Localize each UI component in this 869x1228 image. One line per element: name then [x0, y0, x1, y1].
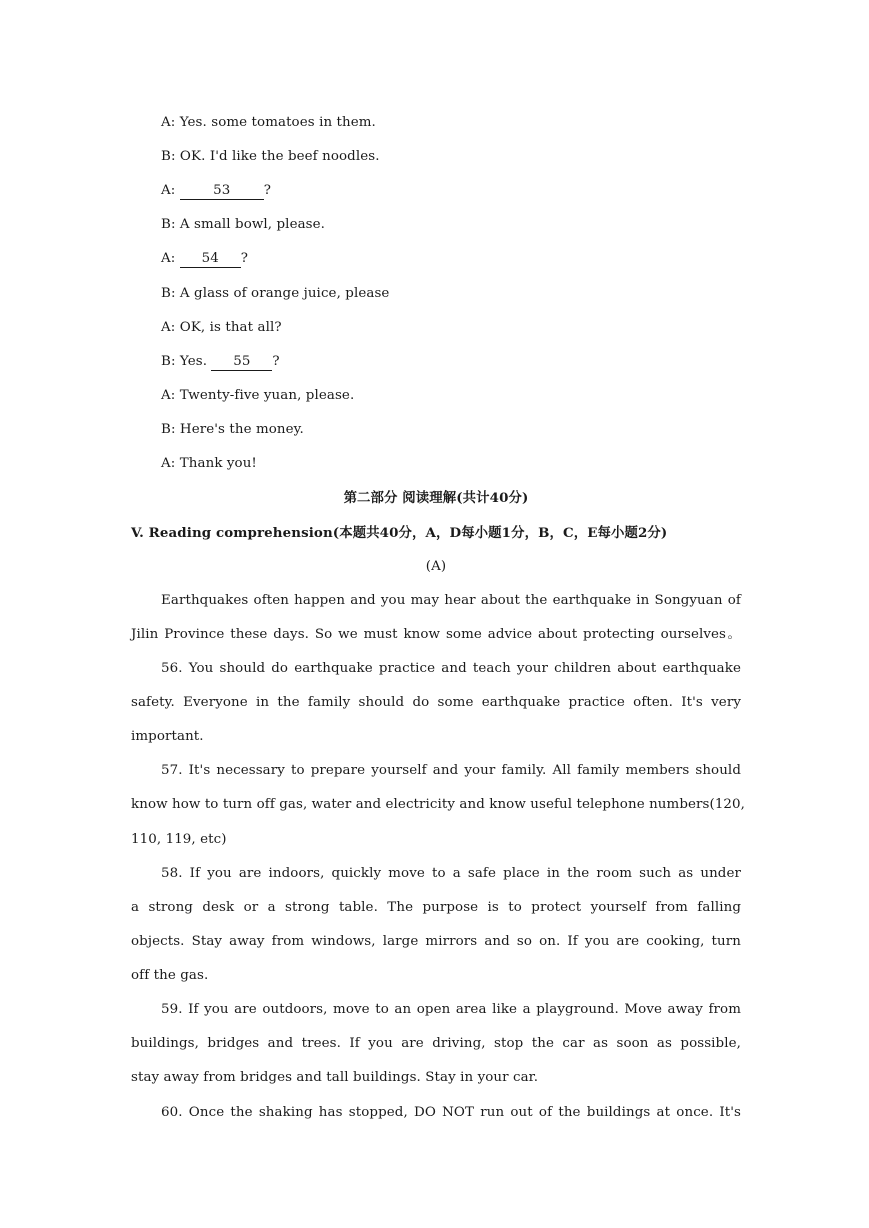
passage-line: 59. If you are outdoors, move to an open area like a playground. Move away from: [161, 1002, 741, 1017]
speaker-label: B:: [161, 217, 176, 232]
speaker-label: A:: [161, 456, 176, 471]
passage-line: stay away from bridges and tall buildings. Stay in your car.: [131, 1070, 539, 1085]
speaker-label: A:: [161, 115, 176, 130]
speaker-label: A:: [161, 388, 176, 403]
part-title: 第二部分 阅读理解(共计40分): [343, 490, 529, 506]
dialogue-line: [161, 147, 771, 167]
speaker-label: B:: [161, 286, 176, 301]
dialogue-line: [161, 181, 771, 201]
passage-line: 56. You should do earthquake practice and teach your children about earthquake: [161, 661, 741, 676]
answer-blank-54[interactable]: 54: [180, 251, 241, 268]
answer-blank-55[interactable]: 55: [211, 354, 272, 371]
dialogue-line: [161, 318, 771, 338]
dialogue-line: [161, 420, 771, 440]
speaker-label: B:: [161, 422, 176, 437]
passage-line: important.: [131, 729, 204, 744]
passage-line: 58. If you are indoors, quickly move to a safe place in the room such as under: [161, 866, 741, 881]
dialogue-text: Twenty-five yuan, please.: [179, 388, 355, 403]
dialogue-text: Here's the money.: [179, 422, 304, 437]
passage-line: 60. Once the shaking has stopped, DO NOT run out of the buildings at once. It's: [161, 1105, 741, 1120]
speaker-label: A:: [161, 320, 176, 335]
answer-blank-53[interactable]: 53: [180, 183, 264, 200]
passage-line: safety. Everyone in the family should do some earthquake practice often. It's very: [131, 695, 741, 710]
passage-line: off the gas.: [131, 968, 209, 983]
question-mark: ?: [272, 354, 280, 369]
speaker-label: B:: [161, 149, 176, 164]
question-mark: ?: [263, 183, 272, 198]
dialogue-text: OK. I'd like the beef noodles.: [179, 149, 380, 164]
speaker-label: A:: [161, 183, 176, 198]
passage-line: objects. Stay away from windows, large mirrors and so on. If you are cooking, turn: [131, 934, 741, 949]
dialogue-line: [161, 386, 771, 406]
dialogue-text: A glass of orange juice, please: [179, 286, 390, 301]
passage-line: 57. It's necessary to prepare yourself and your family. All family members should: [161, 763, 741, 778]
dialogue-line: [161, 113, 771, 133]
passage-line: Jilin Province these days. So we must know some advice about protecting ourselves。: [131, 627, 741, 642]
dialogue-text: Thank you!: [179, 456, 257, 471]
passage-label: (A): [425, 559, 447, 574]
dialogue-text: OK, is that all?: [179, 320, 282, 335]
speaker-label: B:: [161, 354, 176, 369]
passage-line: 110, 119, etc): [131, 832, 227, 847]
dialogue-line: [161, 352, 771, 372]
dialogue-line: [161, 249, 771, 269]
dialogue-line: [161, 284, 771, 304]
dialogue-text: Yes.: [179, 354, 208, 369]
passage-line: a strong desk or a strong table. The purpose is to protect yourself from falling: [131, 900, 741, 915]
passage-line: buildings, bridges and trees. If you are driving, stop the car as soon as possible,: [131, 1036, 741, 1051]
dialogue-text: A small bowl, please.: [179, 217, 326, 232]
question-mark: ?: [240, 251, 249, 266]
dialogue-line: [161, 454, 771, 474]
dialogue-line: [161, 215, 771, 235]
speaker-label: A:: [161, 251, 176, 266]
passage-line: know how to turn off gas, water and electricity and know useful telephone numbers(120,: [131, 797, 746, 812]
passage-line: Earthquakes often happen and you may hear about the earthquake in Songyuan of: [161, 593, 741, 608]
section-heading: V. Reading comprehension(本题共40分，A，D每小题1分，B，C，E每小题2分): [131, 525, 668, 541]
dialogue-text: Yes. some tomatoes in them.: [179, 115, 376, 130]
